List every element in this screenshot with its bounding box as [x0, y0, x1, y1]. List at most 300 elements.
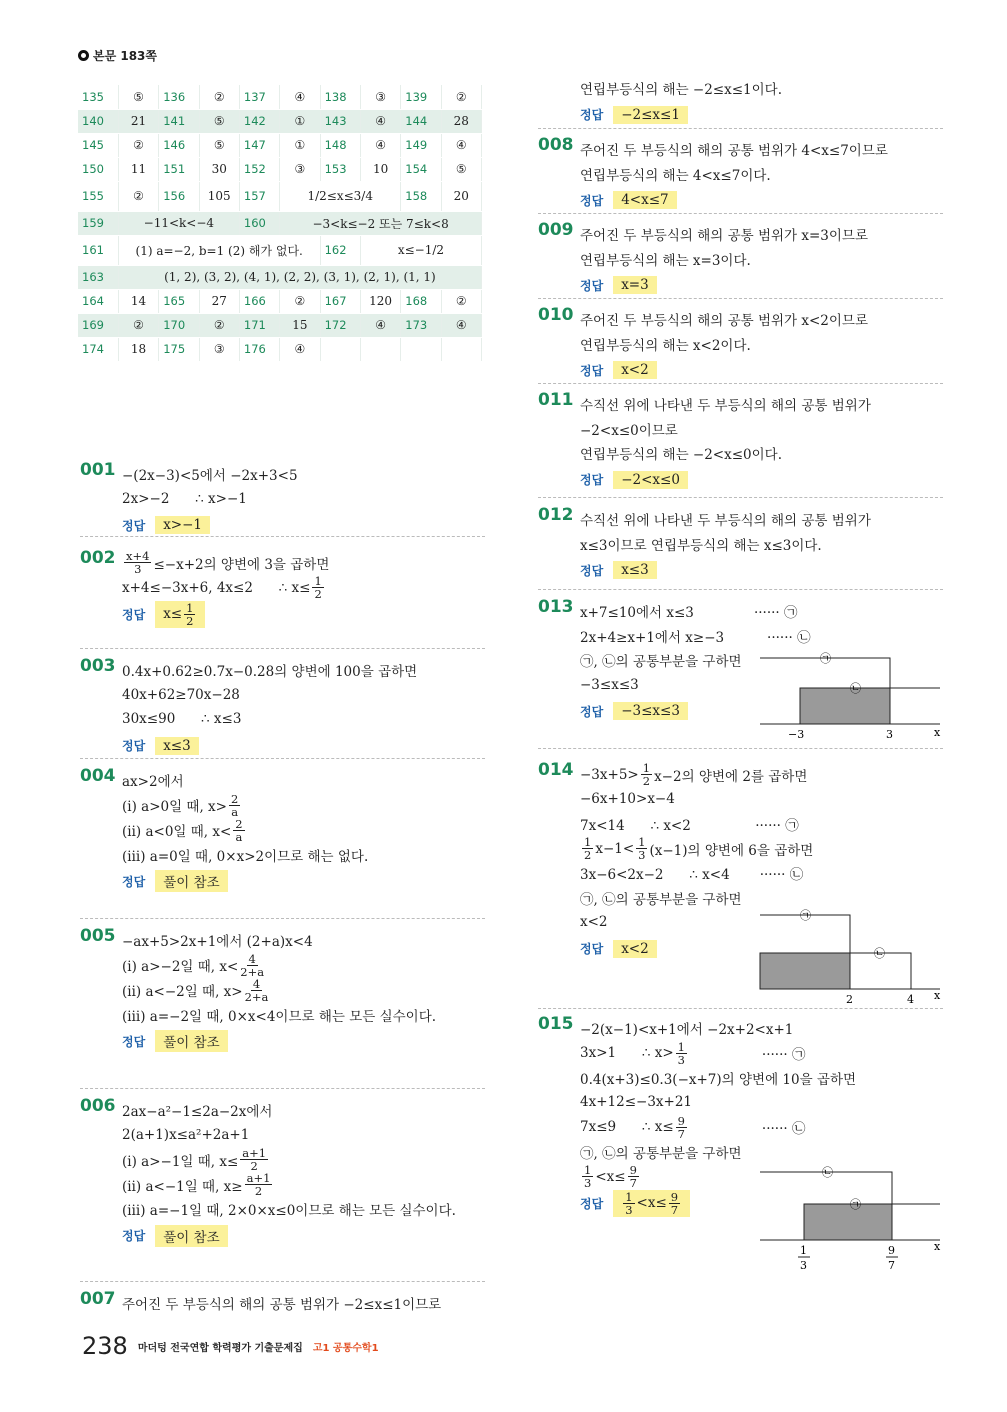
- circle-bullet-icon: [78, 50, 89, 61]
- text-segment: ㉠, ㉡의 공통부분을 구하면: [580, 891, 742, 908]
- text-segment: x<2: [580, 914, 608, 931]
- common-region: [760, 953, 850, 989]
- problem-002: [80, 550, 329, 628]
- common-region: [800, 688, 890, 724]
- text-segment: (ⅲ) a=−2일 때, 0×x<4이므로 해는 모든 실수이다.: [122, 1008, 437, 1025]
- table-row: [78, 211, 482, 235]
- axis-label: x: [934, 1240, 941, 1253]
- book-title: 마더텅 전국연합 학력평가 기출문제집: [137, 1342, 303, 1354]
- answer-highlight: [155, 601, 205, 628]
- problem-number: 002: [80, 548, 116, 568]
- text-segment: (ⅱ) a<−2일 때, x>: [122, 984, 243, 1000]
- section-reference: [78, 47, 157, 64]
- answer-value: ⑤: [441, 157, 481, 181]
- problem-number: 147: [239, 133, 279, 157]
- solution-line: [580, 76, 782, 101]
- denominator: a: [235, 829, 243, 844]
- answer-label: 정답: [580, 704, 604, 719]
- text-segment: 40x+62≥70x−28: [122, 686, 240, 703]
- problem-number: 167: [320, 289, 360, 313]
- denominator: 2+a: [244, 989, 269, 1004]
- answer-value: 30: [199, 157, 239, 181]
- table-row: [78, 85, 482, 109]
- text-segment: x−1<: [595, 840, 635, 857]
- problem-number: 007: [80, 1289, 116, 1309]
- text-segment: ≤−x+2의 양변에 3을 곱하면: [153, 556, 330, 573]
- answer-label: 정답: [580, 278, 604, 293]
- text-segment: 주어진 두 부등식의 해의 공통 범위가 4<x≤7이므로: [580, 143, 888, 160]
- numerator: 1: [314, 574, 322, 588]
- numerator: 1: [677, 1039, 685, 1054]
- answer-row: [122, 1027, 436, 1055]
- problem-011: [538, 392, 871, 494]
- answer-value: ②: [199, 85, 239, 109]
- tick-label: 2: [846, 993, 853, 1005]
- problem-number: 174: [78, 337, 118, 361]
- answer-highlight: [155, 516, 210, 534]
- fraction: [623, 1191, 634, 1216]
- answer-value: ②: [441, 289, 481, 313]
- answer-row: [122, 511, 298, 539]
- text-segment: x≤3: [621, 562, 649, 578]
- denominator: 2: [584, 848, 592, 862]
- solution-body: [580, 507, 871, 584]
- text-segment: (ⅱ) a<0일 때, x<: [122, 824, 232, 840]
- dashed-divider: [80, 536, 485, 537]
- dashed-divider: [538, 589, 943, 590]
- problem-number: [401, 337, 441, 361]
- solution-body: [122, 928, 436, 1055]
- text-segment: −ax+5>2x+1에서 (2+a)x<4: [122, 934, 313, 951]
- answer-row: [580, 271, 868, 299]
- problem-number: 150: [78, 157, 118, 181]
- denominator: 3: [134, 562, 142, 576]
- fraction: [641, 762, 652, 787]
- text-segment: 4<x≤7: [621, 192, 669, 208]
- problem-number: 169: [78, 313, 118, 337]
- answer-value: 1/2≤x≤3/4: [280, 181, 401, 211]
- table-row: [78, 235, 482, 265]
- numerator: 2: [230, 791, 239, 806]
- problem-007-continued: [538, 76, 782, 129]
- solution-line: [122, 1003, 436, 1028]
- numerator: a+1: [242, 1146, 267, 1160]
- text-segment: 2ax−a²−1≤2a−2x에서: [122, 1104, 273, 1121]
- answer-label: 정답: [580, 473, 604, 487]
- tick-label: 3: [800, 1259, 807, 1272]
- problem-number: 012: [538, 505, 574, 525]
- solution-body: [122, 658, 417, 760]
- solution-line: [580, 1016, 856, 1041]
- answer-value: ①: [280, 133, 320, 157]
- solution-body: [122, 462, 298, 539]
- numerator: 4: [248, 951, 256, 966]
- answer-value: ③: [280, 157, 320, 181]
- axis-label: x: [934, 989, 941, 1002]
- answer-label: 정답: [580, 1196, 604, 1211]
- table-row: [78, 289, 482, 313]
- problem-number: 176: [239, 337, 279, 361]
- fraction: [124, 550, 151, 575]
- solution-body: [122, 550, 329, 628]
- answer-value: ②: [118, 133, 158, 157]
- text-segment: ㉠, ㉡의 공통부분을 구하면: [580, 1145, 742, 1162]
- problem-number: 145: [78, 133, 118, 157]
- problem-number: 005: [80, 926, 116, 946]
- problem-number: 009: [538, 220, 574, 240]
- text-segment: 3x>1 ∴ x>: [580, 1045, 674, 1061]
- text-segment: (x−1)의 양변에 6을 곱하면: [649, 842, 814, 859]
- solution-line: [122, 487, 298, 512]
- problem-number: 161: [78, 235, 118, 265]
- number-line-graph-015: [756, 1160, 946, 1275]
- answer-highlight: [613, 191, 676, 209]
- text-segment: x≤3: [163, 737, 191, 754]
- answer-row: [580, 101, 782, 129]
- solution-line: [122, 1123, 456, 1148]
- text-segment: <x≤: [636, 1195, 667, 1211]
- solution-body: [122, 1098, 456, 1250]
- text-segment: ㉠, ㉡의 공통부분을 구하면: [580, 654, 742, 671]
- problem-008: [538, 137, 888, 214]
- solution-line: [122, 1098, 456, 1123]
- tick-label: 3: [886, 728, 893, 741]
- answer-value: ⑤: [118, 85, 158, 109]
- denominator: 3: [625, 1202, 633, 1217]
- problem-number: 141: [159, 109, 199, 133]
- problem-004: [80, 768, 368, 895]
- denominator: 7: [677, 1126, 685, 1141]
- answer-row: [122, 732, 417, 760]
- answer-value: 14: [118, 289, 158, 313]
- solution-line: [580, 1041, 856, 1066]
- dashed-divider: [80, 918, 485, 919]
- solution-line: [580, 392, 871, 417]
- tick-label: 9: [888, 1244, 895, 1257]
- text-segment: −2(x−1)<x+1에서 −2x+2<x+1: [580, 1022, 794, 1039]
- solution-line: [122, 1147, 456, 1172]
- text-segment: (ⅱ) a<−1일 때, x≥: [122, 1178, 243, 1195]
- solution-line: [580, 332, 868, 357]
- denominator: 2: [314, 587, 322, 601]
- answer-value: ④: [360, 133, 400, 157]
- text-segment: x<2: [621, 940, 649, 957]
- tick-label: 4: [907, 993, 914, 1005]
- problem-006: [80, 1098, 456, 1250]
- answer-value: ②: [280, 289, 320, 313]
- answer-label: 정답: [122, 607, 146, 622]
- solution-line: [122, 818, 368, 843]
- solution-line: [580, 1066, 856, 1091]
- problem-number: 158: [401, 181, 441, 211]
- text-segment: 연립부등식의 해는 −2≤x≤1이다.: [580, 82, 783, 99]
- table-row: [78, 109, 482, 133]
- answer-value: −11<k<−4: [118, 211, 239, 235]
- denominator: a: [231, 804, 239, 819]
- mark-label: ㉡: [874, 947, 885, 960]
- problem-number: 148: [320, 133, 360, 157]
- solution-line: [580, 836, 813, 861]
- text-segment: 연립부등식의 해는 x=3이다.: [580, 252, 751, 269]
- dashed-divider: [538, 128, 943, 129]
- problem-001: [80, 462, 298, 539]
- solution-line: [122, 978, 436, 1003]
- solution-line: [580, 812, 813, 837]
- tick-label: −3: [788, 728, 805, 741]
- solution-line: [122, 953, 436, 978]
- answer-highlight: [613, 561, 657, 579]
- book-subject: 고1 공통수학1: [312, 1342, 379, 1354]
- fraction: [669, 1191, 680, 1216]
- problem-number: 138: [320, 85, 360, 109]
- solution-line: [580, 307, 868, 332]
- answer-value: 120: [360, 289, 400, 313]
- fraction: [676, 1115, 687, 1140]
- answer-highlight: [613, 361, 657, 379]
- solution-line: [580, 532, 871, 557]
- answer-label: 정답: [580, 108, 604, 122]
- text-segment: 수직선 위에 나타낸 두 부등식의 해의 공통 범위가: [580, 398, 871, 415]
- table-row: [78, 265, 482, 289]
- solution-line: [580, 137, 888, 162]
- denominator: 7: [670, 1202, 679, 1217]
- fraction: [582, 836, 593, 861]
- answer-value: (1, 2), (3, 2), (4, 1), (2, 2), (3, 1), (2, 1), (1, 1): [118, 265, 481, 289]
- problem-number: 006: [80, 1096, 116, 1116]
- fraction: [245, 1172, 273, 1197]
- text-segment: 주어진 두 부등식의 해의 공통 범위가 −2≤x≤1이므로: [122, 1297, 442, 1314]
- numerator: 9: [629, 1163, 637, 1177]
- denominator: 3: [638, 848, 646, 862]
- answer-value: ②: [199, 313, 239, 337]
- text-segment: 7x<14 ∴ x<2 ······ ㉠: [580, 817, 799, 834]
- problem-number: 159: [78, 211, 118, 235]
- text-segment: x≤: [163, 606, 183, 622]
- problem-003: [80, 658, 417, 760]
- denominator: 2: [250, 1159, 258, 1173]
- dashed-divider: [80, 648, 485, 649]
- answer-value: 11: [118, 157, 158, 181]
- solution-line: [122, 683, 417, 708]
- numerator: 1: [625, 1189, 633, 1204]
- solution-line: [122, 928, 436, 953]
- answer-value: 105: [199, 181, 239, 211]
- solution-line: [122, 793, 368, 818]
- answer-value: (1) a=−2, b=1 (2) 해가 없다.: [118, 235, 320, 265]
- numerator: x+4: [126, 549, 150, 563]
- text-segment: 2x+4≥x+1에서 x≥−3 ······ ㉡: [580, 629, 811, 646]
- problem-010: [538, 307, 868, 384]
- table-row: [78, 133, 482, 157]
- problem-number: 156: [159, 181, 199, 211]
- fraction: [676, 1041, 687, 1066]
- dashed-divider: [80, 1281, 485, 1282]
- answer-row: [122, 600, 329, 628]
- fraction: [229, 793, 240, 818]
- solution-line: [122, 1291, 441, 1316]
- text-segment: ······ ㉡: [688, 1121, 806, 1137]
- solution-line: [580, 599, 811, 624]
- dashed-divider: [538, 497, 943, 498]
- text-segment: 풀이 참조: [163, 1035, 220, 1051]
- answer-label: 정답: [122, 739, 146, 753]
- answer-row: [580, 556, 871, 584]
- problem-number: 160: [239, 211, 279, 235]
- solution-body: [580, 76, 782, 129]
- answer-value: 21: [118, 109, 158, 133]
- text-segment: 30x≤90 ∴ x≤3: [122, 711, 242, 728]
- text-segment: ax>2에서: [122, 774, 184, 791]
- table-row: [78, 157, 482, 181]
- solution-body: [580, 392, 871, 494]
- solution-body: [580, 137, 888, 214]
- problem-005: [80, 928, 436, 1055]
- problem-number: 154: [401, 157, 441, 181]
- solution-line: [580, 1090, 856, 1115]
- page-number: 238: [82, 1332, 128, 1360]
- numerator: 1: [642, 761, 651, 775]
- answer-label: 정답: [580, 563, 604, 578]
- answer-label: 정답: [122, 1034, 146, 1049]
- problem-number: 144: [401, 109, 441, 133]
- denominator: 2: [186, 613, 194, 628]
- answer-value: ④: [280, 85, 320, 109]
- answer-value: ①: [280, 109, 320, 133]
- dashed-divider: [538, 383, 943, 384]
- table-row: [78, 313, 482, 337]
- numerator: 1: [584, 1163, 592, 1177]
- text-segment: 풀이 참조: [163, 875, 220, 891]
- text-segment: 주어진 두 부등식의 해의 공통 범위가 x=3이므로: [580, 228, 868, 245]
- numerator: 1: [584, 835, 592, 849]
- solution-line: [122, 1172, 456, 1197]
- text-segment: −3x+5>: [580, 766, 639, 783]
- answer-row: [580, 186, 888, 214]
- number-line-graph-013: [756, 640, 946, 742]
- problem-number: 165: [159, 289, 199, 313]
- fraction: [245, 978, 269, 1003]
- text-segment: (ⅰ) a>−2일 때, x<: [122, 959, 239, 975]
- fraction: [636, 836, 647, 861]
- fraction: [240, 1147, 268, 1172]
- solution-line: [580, 787, 813, 812]
- answer-value: [441, 337, 481, 361]
- text-segment: −(2x−3)<5에서 −2x+3<5: [122, 468, 298, 485]
- solution-line: [122, 768, 368, 793]
- solution-line: [580, 507, 871, 532]
- numerator: 1: [638, 835, 646, 849]
- mark-label: ㉡: [850, 682, 861, 695]
- number-line-graph-014: [756, 905, 946, 1005]
- answer-highlight: [613, 276, 657, 294]
- fraction: [312, 575, 323, 600]
- answer-highlight: [613, 940, 657, 958]
- text-segment: 4x+12≤−3x+21: [580, 1094, 693, 1111]
- answer-value: ②: [118, 181, 158, 211]
- text-segment: <x≤: [595, 1168, 626, 1185]
- denominator: 7: [629, 1176, 637, 1190]
- mark-label: ㉠: [820, 652, 831, 665]
- text-segment: 풀이 참조: [163, 1229, 220, 1246]
- problem-number: 136: [159, 85, 199, 109]
- answer-value: 18: [118, 337, 158, 361]
- answer-value: ③: [199, 337, 239, 361]
- fraction: [184, 602, 195, 627]
- answer-highlight: [613, 702, 688, 720]
- problem-number: 162: [320, 235, 360, 265]
- solution-line: [122, 575, 329, 600]
- problem-number: 146: [159, 133, 199, 157]
- problem-number: 004: [80, 766, 116, 786]
- problem-009: [538, 222, 868, 299]
- solution-body: [122, 1291, 441, 1316]
- dashed-divider: [80, 1088, 485, 1089]
- answer-highlight: [155, 737, 199, 755]
- problem-number: 003: [80, 656, 116, 676]
- mark-label: ㉠: [850, 1198, 861, 1211]
- solution-line: [122, 843, 368, 868]
- numerator: 9: [677, 1113, 685, 1128]
- answer-row: [122, 1222, 456, 1250]
- problem-number: 149: [401, 133, 441, 157]
- problem-number: 143: [320, 109, 360, 133]
- solution-line: [122, 462, 298, 487]
- solution-body: [580, 307, 868, 384]
- text-segment: x<2: [621, 362, 649, 378]
- dashed-divider: [538, 298, 943, 299]
- answer-highlight: [155, 1225, 227, 1247]
- answer-value: ②: [118, 313, 158, 337]
- answer-value: 15: [280, 313, 320, 337]
- problem-number: 139: [401, 85, 441, 109]
- answer-value: ④: [360, 313, 400, 337]
- answer-label: 정답: [122, 1229, 146, 1243]
- solution-body: [580, 222, 868, 299]
- text-segment: 주어진 두 부등식의 해의 공통 범위가 x<2이므로: [580, 313, 868, 330]
- solution-line: [122, 550, 329, 575]
- problem-012: [538, 507, 871, 584]
- answer-row: [580, 356, 868, 384]
- dashed-divider: [538, 213, 943, 214]
- answer-value: 28: [441, 109, 481, 133]
- answer-value: ④: [441, 133, 481, 157]
- answer-row: [580, 466, 871, 494]
- problem-number: 152: [239, 157, 279, 181]
- answer-highlight: [613, 471, 688, 489]
- solution-line: [580, 1115, 856, 1140]
- dashed-divider: [538, 748, 943, 749]
- problem-number: [320, 337, 360, 361]
- solution-line: [580, 247, 868, 272]
- text-segment: ······ ㉠: [688, 1047, 806, 1063]
- problem-number: 137: [239, 85, 279, 109]
- answer-highlight: [613, 106, 688, 124]
- problem-number: 010: [538, 305, 574, 325]
- solution-line: [122, 1197, 456, 1222]
- problem-number: 171: [239, 313, 279, 337]
- problem-number: 013: [538, 597, 574, 617]
- problem-007: [80, 1291, 441, 1316]
- text-segment: 연립부등식의 해는 x<2이다.: [580, 337, 751, 354]
- text-segment: (ⅰ) a>0일 때, x>: [122, 799, 227, 815]
- answer-value: [360, 337, 400, 361]
- text-segment: 연립부등식의 해는 4<x≤7이다.: [580, 167, 771, 184]
- problem-number: 163: [78, 265, 118, 289]
- solution-line: [580, 762, 813, 787]
- problem-number: 151: [159, 157, 199, 181]
- solution-line: [580, 162, 888, 187]
- numerator: 2: [235, 816, 243, 831]
